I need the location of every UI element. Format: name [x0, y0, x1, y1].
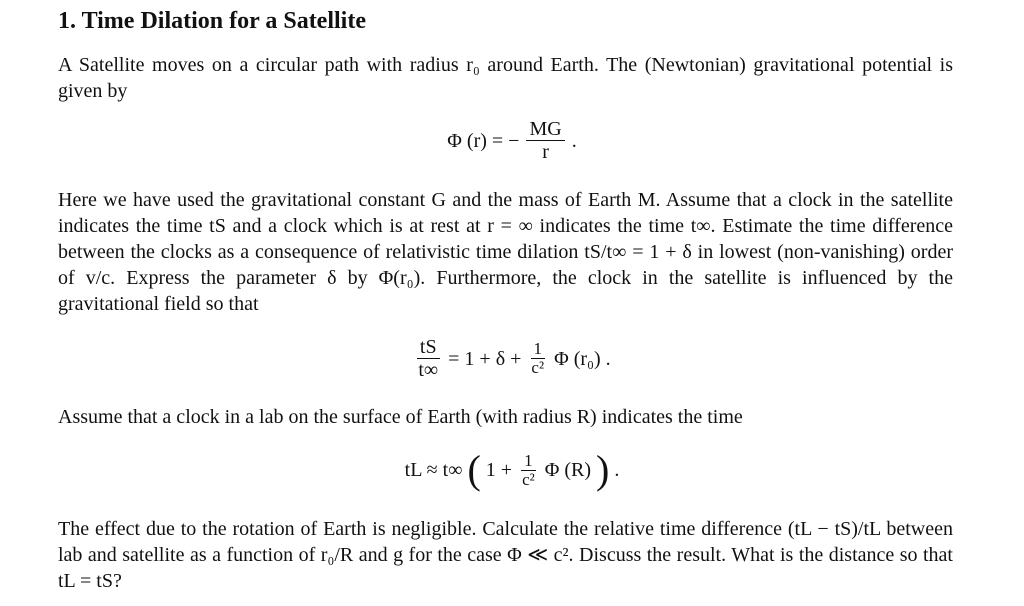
intro-paragraph: A Satellite moves on a circular path with radius r₀ around Earth. The (Newtonian) gravitational potential is given by: [58, 54, 953, 102]
eq1-numerator: MG: [526, 118, 564, 141]
eq1-fraction: [526, 118, 564, 163]
eq2-ratio: [415, 336, 441, 381]
eq3-close-paren: ): [596, 447, 610, 492]
eq3-frac-numerator: 1: [521, 452, 536, 471]
eq1-lhs: Φ (r) = −: [447, 129, 520, 152]
eq3-one: 1 +: [485, 459, 513, 481]
question-paragraph: The effect due to the rotation of Earth is negligible. Calculate the relative time difference (tL − tS)/tL between lab and satellite as a function of r₀/R and g for the case Φ ≪ c². Discuss the result. What is the distance so that tL = tS?: [58, 518, 953, 592]
eq3-lhs: tL ≈ t∞: [404, 459, 463, 481]
section-title: 1. Time Dilation for a Satellite: [58, 8, 366, 34]
eq2-fraction: [528, 340, 547, 377]
equation-lab-clock: [0, 447, 1024, 492]
eq2-tail: Φ (r₀) .: [554, 347, 611, 370]
eq1-denominator: r: [542, 141, 549, 163]
eq3-open-paren: (: [467, 447, 481, 492]
eq3-fraction: [519, 452, 538, 489]
eq3-frac-denominator: c²: [522, 469, 535, 489]
equation-potential: [0, 118, 1024, 163]
dilation-paragraph: Here we have used the gravitational constant G and the mass of Earth M. Assume that a clock in the satellite indicates the time tS and a clock which is at rest at r = ∞ indicates the time t∞. Estimate the time difference between the clocks as a consequence of relativistic time dilation tS/t∞ = 1 + δ in lowest (non-vanishing) order of v/c. Express the parameter δ by Φ(r₀). Furthermore, the clock in the satellite is influenced by the gravitational field so that: [58, 189, 953, 315]
eq2-numerator: tS: [417, 336, 440, 359]
eq3-tail: .: [614, 459, 620, 481]
eq2-frac-denominator: c²: [531, 358, 545, 377]
eq2-middle: = 1 + δ +: [448, 347, 522, 370]
eq2-denominator: t∞: [418, 359, 439, 381]
eq1-tail: .: [571, 129, 577, 152]
lab-clock-paragraph: Assume that a clock in a lab on the surface of Earth (with radius R) indicates the time: [58, 406, 743, 428]
eq2-frac-numerator: 1: [531, 340, 546, 359]
equation-satellite-clock: [0, 334, 1024, 381]
eq3-phi: Φ (R): [544, 459, 592, 481]
